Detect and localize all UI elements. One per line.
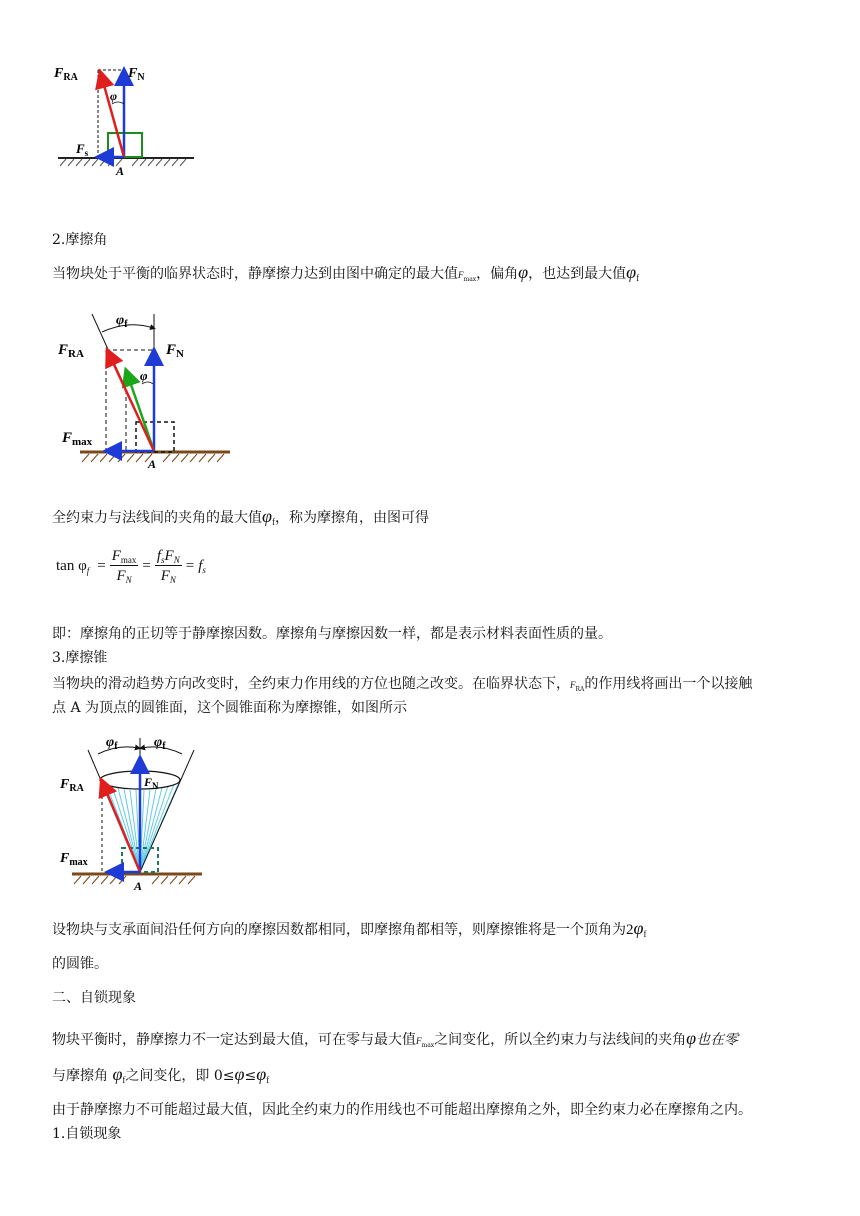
paragraph-self-locking-line1: 物块平衡时，静摩擦力不一定达到最大值，可在零与最大值$F_{max}$之间变化，所以全约束力与法线间的夹角φ也在零 xyxy=(52,1028,739,1049)
fig1-label-phi: φ xyxy=(110,89,118,103)
figure-2-friction-angle-diagram xyxy=(56,306,236,476)
fig3-label-fmax: $F_{max}$ xyxy=(60,851,88,868)
fig1-label-fra: $F_{RA}$ xyxy=(54,66,78,83)
paragraph-cone-apex-angle-line2: 的圆锥。 xyxy=(52,956,108,972)
fig3-label-a: A xyxy=(134,879,143,893)
paragraph-cone-line1: 当物块的滑动趋势方向改变时，全约束力作用线的方位也随之改变。在临界状态下，$F_{RA}$的作用线将画出一个以接触 xyxy=(52,676,753,693)
fig3-label-fn: $F_N$ xyxy=(144,775,159,791)
fig2-label-fmax: $F_{max}$ xyxy=(62,430,93,448)
section-heading-friction-angle: 2.摩擦角 xyxy=(52,232,108,248)
fig1-label-fs: $F_s$ xyxy=(76,141,89,158)
fig2-label-phi: φ xyxy=(140,368,148,383)
equation-tan-phi: $\tan \varphi_f$ = $F_{max}$ $F_N$ = $f_sF_N$ $F_N$ = $f_s$ xyxy=(56,548,206,585)
paragraph-tangent-conclusion: 即：摩擦角的正切等于静摩擦因数。摩擦角与摩擦因数一样，都是表示材料表面性质的量。 xyxy=(52,626,612,642)
paragraph-critical-state: 当物块处于平衡的临界状态时，静摩擦力达到由图中确定的最大值$F_{max}$，偏角φ，也达到最大值$\varphi_f$ xyxy=(52,262,640,283)
paragraph-self-locking-conclusion: 由于静摩擦力不可能超过最大值，因此全约束力的作用线也不可能超出摩擦角之外，即全约束力必在摩擦角之内。 xyxy=(52,1102,752,1118)
fig3-label-phif-left: $\varphi_f$ xyxy=(106,735,118,752)
fig1-label-fn: $F_N$ xyxy=(128,66,145,83)
fig2-label-phif: $\varphi_f$ xyxy=(116,313,128,330)
section-heading-friction-cone: 3.摩擦锥 xyxy=(52,650,108,666)
fig2-label-fn: $F_N$ xyxy=(166,342,184,360)
subheading-self-locking-phenomenon: 1.自锁现象 xyxy=(52,1126,122,1142)
figure-3-friction-cone-diagram xyxy=(58,728,208,893)
fig3-label-fra: $F_{RA}$ xyxy=(60,777,84,794)
paragraph-cone-apex-angle: 设物块与支承面间沿任何方向的摩擦因数都相同，即摩擦角都相等，则摩擦锥将是一个顶角为$2\varphi_f$ xyxy=(52,918,647,939)
paragraph-friction-angle-definition: 全约束力与法线间的夹角的最大值$\varphi_f$，称为摩擦角，由图可得 xyxy=(52,506,429,527)
paragraph-cone-line2: 点 A 为顶点的圆锥面，这个圆锥面称为摩擦锥，如图所示 xyxy=(52,700,408,716)
figure-1-force-diagram xyxy=(52,60,202,180)
fig2-label-fra: $F_{RA}$ xyxy=(58,342,84,360)
fig3-label-phif-right: $\varphi_f$ xyxy=(154,735,166,752)
paragraph-self-locking-line2: 与摩擦角 $\varphi_f$之间变化，即 $0\le\varphi\le\varphi_f$ xyxy=(52,1064,270,1085)
fig2-label-a: A xyxy=(148,457,157,471)
fig1-label-a: A xyxy=(116,164,125,178)
section-heading-self-locking: 二、自锁现象 xyxy=(52,990,136,1006)
